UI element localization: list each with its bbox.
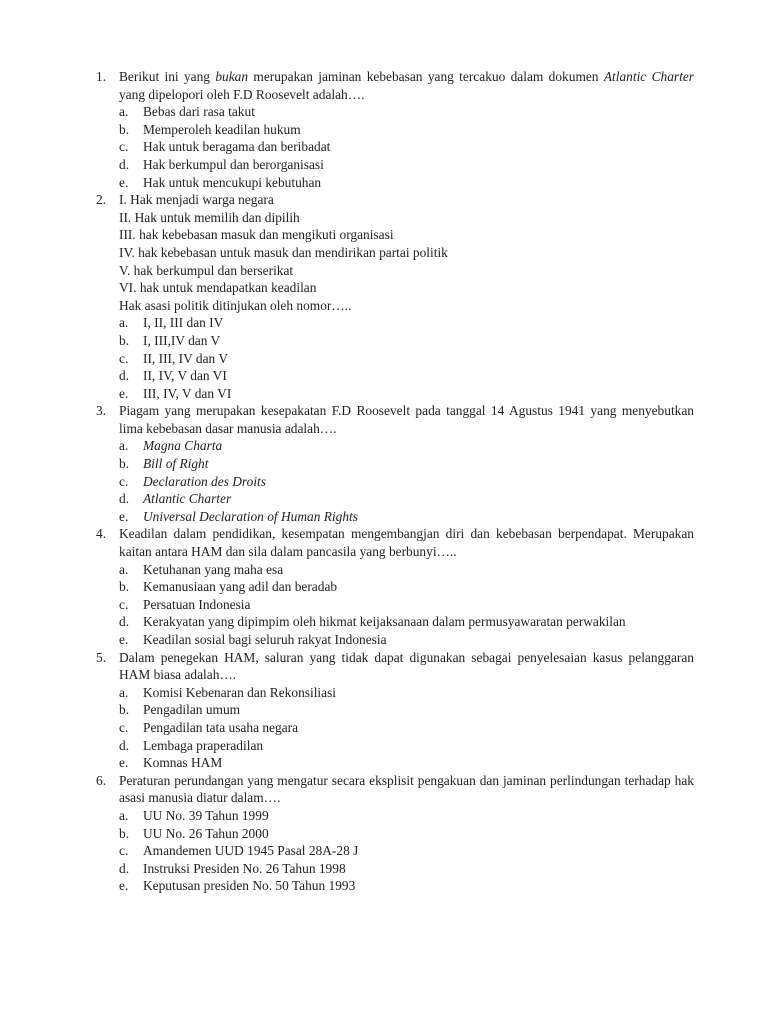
statement-line: I. Hak menjadi warga negara (119, 192, 274, 208)
option-text: Lembaga praperadilan (143, 737, 264, 753)
option-text: Bill of Right (143, 456, 209, 472)
option-text: Hak berkumpul dan berorganisasi (143, 156, 324, 172)
answer-option-a (119, 437, 694, 455)
answer-option-a (119, 807, 694, 825)
answer-option-e (119, 754, 694, 772)
option-letter: d. (119, 156, 130, 172)
statement-line: Hak asasi politik ditinjukan oleh nomor….. (119, 297, 352, 313)
answer-options (119, 561, 694, 649)
question-2 (0, 191, 694, 402)
answer-option-d (119, 737, 694, 755)
option-letter: a. (119, 684, 129, 700)
option-text: Bebas dari rasa takut (143, 104, 255, 120)
option-text: Keadilan sosial bagi seluruh rakyat Indonesia (143, 632, 387, 647)
option-text: Universal Declaration of Human Rights (143, 508, 358, 524)
option-text: Pengadilan umum (143, 702, 241, 718)
answer-option-d (119, 367, 694, 385)
text-segment: Peraturan perundangan yang mengatur secara eksplisit pengakuan dan jaminan perlindungan terhadap hak asasi manusia diatur dalam…. (119, 772, 694, 806)
option-text: Memperoleh keadilan hukum (143, 121, 301, 137)
option-letter: d. (119, 491, 130, 507)
answer-option-c (119, 596, 694, 614)
option-letter: c. (119, 843, 129, 859)
text-segment: Keadilan dalam pendidikan, kesempatan mengembangjan diri dan kebebasan berpendapat. Merupakan kaitan antara HAM dan sila dalam pancasila yang berbunyi….. (119, 526, 694, 560)
answer-option-c (119, 719, 694, 737)
option-text: Instruksi Presiden No. 26 Tahun 1998 (143, 860, 346, 876)
option-letter: d. (119, 614, 130, 630)
option-text: Atlantic Charter (143, 491, 232, 507)
answer-option-b (119, 825, 694, 843)
question-list (0, 68, 768, 895)
answer-options (119, 103, 694, 191)
option-letter: b. (119, 702, 130, 718)
option-text: UU No. 26 Tahun 2000 (143, 825, 269, 841)
option-letter: b. (119, 332, 130, 348)
answer-option-b (119, 332, 694, 350)
question-text (119, 525, 694, 560)
option-letter: e. (119, 755, 129, 771)
option-letter: a. (119, 315, 129, 331)
question-number: 6. (96, 772, 107, 788)
question-number: 4. (96, 526, 107, 542)
option-text: Komisi Kebenaran dan Rekonsiliasi (143, 684, 337, 700)
option-letter: b. (119, 825, 130, 841)
answer-option-d (119, 156, 694, 174)
text-segment: yang dipelopori oleh F.D Roosevelt adalah…. (119, 86, 365, 102)
answer-option-e (119, 508, 694, 526)
option-text: II, IV, V dan VI (143, 368, 227, 384)
option-letter: c. (119, 473, 129, 489)
option-text: Pengadilan tata usaha negara (143, 719, 299, 735)
question-text (119, 402, 694, 437)
answer-option-d (119, 860, 694, 878)
option-text: Keputusan presiden No. 50 Tahun 1993 (143, 878, 356, 894)
option-letter: e. (119, 174, 129, 190)
answer-option-c (119, 842, 694, 860)
italic-text: bukan (215, 69, 249, 84)
answer-option-d (119, 613, 694, 631)
answer-option-b (119, 121, 694, 139)
option-text: Komnas HAM (143, 755, 223, 771)
option-text: Hak untuk beragama dan beribadat (143, 139, 331, 155)
question-6 (0, 772, 694, 895)
answer-option-a (119, 561, 694, 579)
statement-line: VI. hak untuk mendapatkan keadilan (119, 280, 317, 296)
option-text: Ketuhanan yang maha esa (143, 561, 284, 577)
answer-option-e (119, 174, 694, 192)
option-text: Kemanusiaan yang adil dan beradab (143, 579, 338, 595)
text-segment: Berikut ini yang (119, 69, 216, 84)
question-number: 2. (96, 192, 107, 208)
answer-option-c (119, 473, 694, 491)
option-letter: c. (119, 719, 129, 735)
answer-options (119, 437, 694, 525)
option-text: Kerakyatan yang dipimpim oleh hikmat keijaksanaan dalam permusyawaratan perwakilan (143, 614, 626, 630)
answer-options (119, 314, 694, 402)
option-letter: a. (119, 807, 129, 823)
statement-line: IV. hak kebebasan untuk masuk dan mendirikan partai politik (119, 244, 448, 260)
statement-line: II. Hak untuk memilih dan dipilih (119, 209, 300, 225)
answer-option-e (119, 631, 694, 649)
answer-option-b (119, 455, 694, 473)
option-letter: a. (119, 104, 129, 120)
option-letter: c. (119, 350, 129, 366)
option-text: Declaration des Droits (143, 473, 266, 489)
question-number: 1. (96, 69, 107, 84)
option-text: Amandemen UUD 1945 Pasal 28A-28 J (143, 843, 359, 859)
option-letter: b. (119, 456, 130, 472)
answer-options (119, 684, 694, 772)
option-letter: a. (119, 561, 129, 577)
text-segment: merupakan jaminan kebebasan yang tercakuo dalam dokumen (248, 69, 604, 84)
statement-line: V. hak berkumpul dan berserikat (119, 262, 294, 278)
option-text: Persatuan Indonesia (143, 596, 251, 612)
question-number: 5. (96, 649, 107, 665)
option-text: II, III, IV dan V (143, 350, 229, 366)
option-text: Hak untuk mencukupi kebutuhan (143, 174, 322, 190)
question-number: 3. (96, 403, 107, 419)
question-text (119, 772, 694, 807)
question-1 (0, 68, 694, 191)
answer-option-b (119, 701, 694, 719)
answer-option-e (119, 877, 694, 895)
option-letter: c. (119, 139, 129, 155)
question-4 (0, 525, 694, 648)
option-letter: e. (119, 878, 129, 894)
option-text: I, III,IV dan V (143, 332, 221, 348)
answer-option-d (119, 490, 694, 508)
option-letter: d. (119, 737, 130, 753)
option-letter: e. (119, 385, 129, 401)
answer-option-a (119, 684, 694, 702)
option-letter: b. (119, 121, 130, 137)
option-letter: d. (119, 860, 130, 876)
option-text: III, IV, V dan VI (143, 385, 232, 401)
answer-option-c (119, 138, 694, 156)
option-letter: d. (119, 368, 130, 384)
option-letter: c. (119, 596, 129, 612)
option-letter: b. (119, 579, 130, 595)
answer-option-c (119, 350, 694, 368)
option-text: I, II, III dan IV (143, 315, 224, 331)
option-text: Magna Charta (143, 438, 223, 454)
italic-text: Atlantic Charter (603, 69, 694, 84)
answer-options (119, 807, 694, 895)
statement-line: III. hak kebebasan masuk dan mengikuti organisasi (119, 227, 394, 243)
option-letter: e. (119, 632, 129, 647)
answer-option-b (119, 578, 694, 596)
answer-option-e (119, 385, 694, 403)
answer-option-a (119, 103, 694, 121)
question-3 (0, 402, 694, 525)
question-text (119, 68, 694, 103)
text-segment: Dalam penegekan HAM, saluran yang tidak dapat digunakan sebagai penyelesaian kasus pelanggaran HAM biasa adalah…. (119, 649, 694, 683)
question-5 (0, 649, 694, 772)
text-segment: Piagam yang merupakan kesepakatan F.D Roosevelt pada tanggal 14 Agustus 1941 yang menyebutkan lima kebebasan dasar manusia adalah…. (119, 403, 694, 436)
answer-option-a (119, 314, 694, 332)
option-letter: a. (119, 438, 129, 454)
question-text (119, 649, 694, 684)
option-letter: e. (119, 508, 129, 524)
option-text: UU No. 39 Tahun 1999 (143, 807, 269, 823)
